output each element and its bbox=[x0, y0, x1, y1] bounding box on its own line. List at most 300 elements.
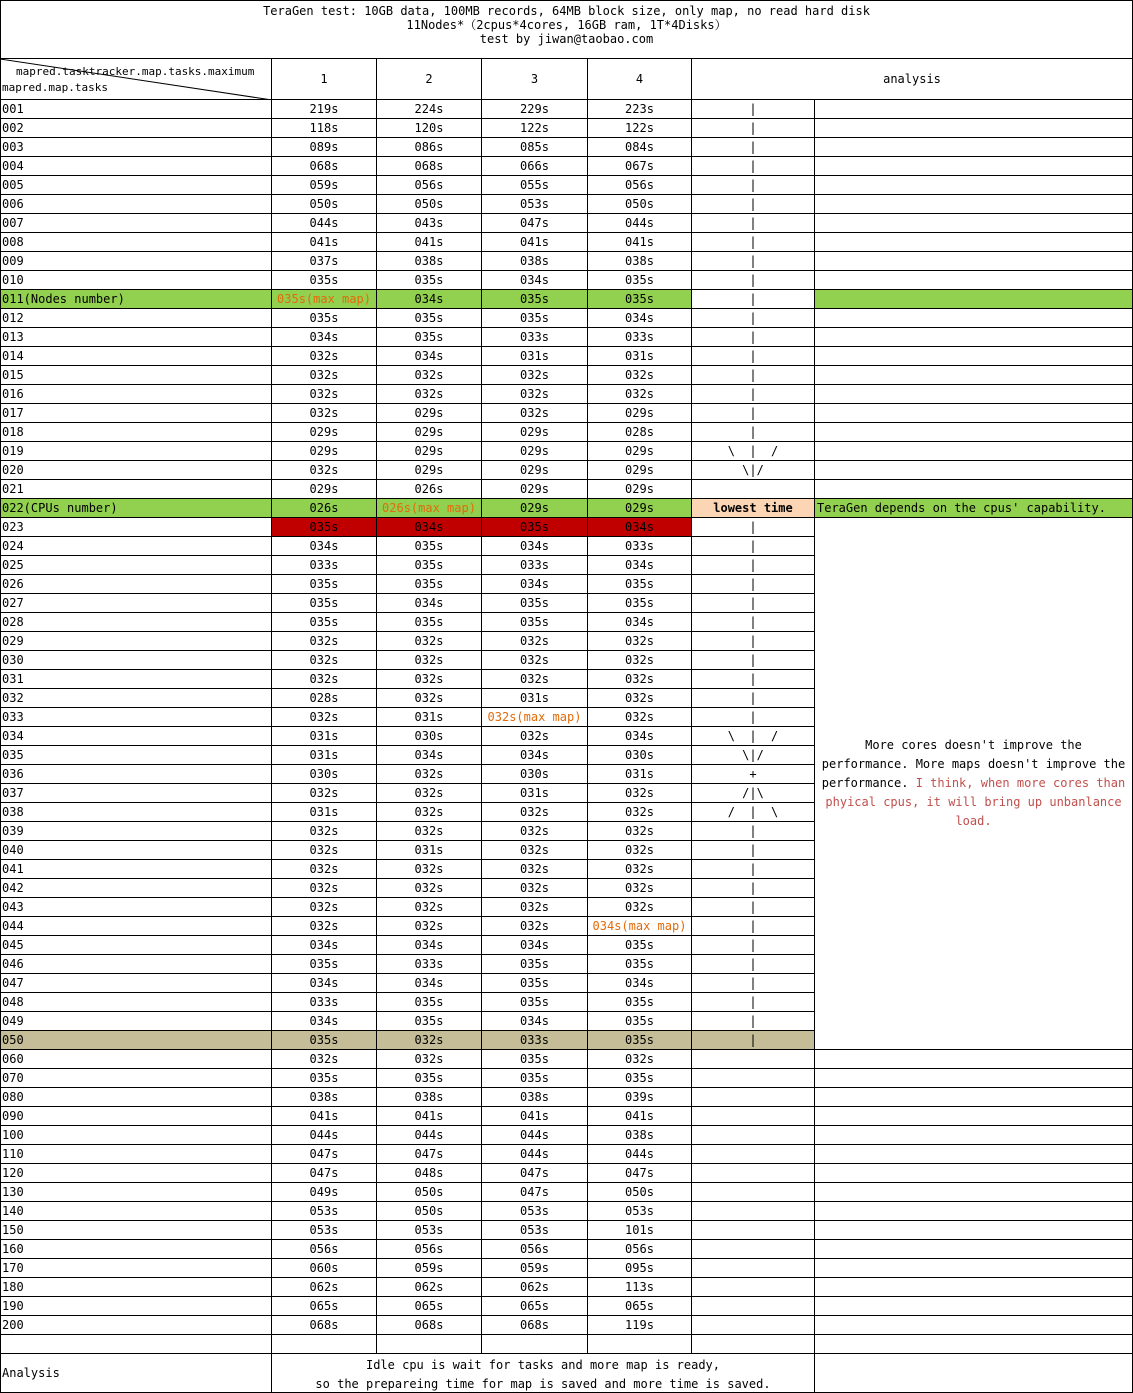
value-cell[interactable]: 044s bbox=[272, 214, 377, 233]
value-cell[interactable]: 035s bbox=[377, 613, 482, 632]
value-cell[interactable]: 032s bbox=[377, 366, 482, 385]
value-cell[interactable]: 034s bbox=[272, 537, 377, 556]
value-cell[interactable]: 032s bbox=[482, 841, 588, 860]
value-cell[interactable]: 035s bbox=[377, 271, 482, 290]
value-cell[interactable]: 047s bbox=[272, 1164, 377, 1183]
value-cell[interactable]: 065s bbox=[377, 1297, 482, 1316]
row-label[interactable]: 049 bbox=[0, 1012, 272, 1031]
value-cell[interactable]: 032s bbox=[377, 784, 482, 803]
value-cell[interactable]: 050s bbox=[377, 1183, 482, 1202]
value-cell[interactable]: 034s bbox=[588, 727, 692, 746]
notes-cell[interactable] bbox=[815, 366, 1133, 385]
value-cell[interactable]: 120s bbox=[377, 119, 482, 138]
value-cell[interactable]: 068s bbox=[272, 1316, 377, 1335]
value-cell[interactable]: 034s(max map) bbox=[588, 917, 692, 936]
value-cell[interactable]: 034s bbox=[377, 347, 482, 366]
value-cell[interactable]: 031s bbox=[482, 689, 588, 708]
row-label[interactable]: 015 bbox=[0, 366, 272, 385]
value-cell[interactable]: 030s bbox=[272, 765, 377, 784]
value-cell[interactable]: 035s bbox=[482, 309, 588, 328]
value-cell[interactable]: 034s bbox=[482, 537, 588, 556]
value-cell[interactable]: 035s bbox=[377, 328, 482, 347]
row-label[interactable]: 200 bbox=[0, 1316, 272, 1335]
value-cell[interactable]: 065s bbox=[482, 1297, 588, 1316]
trend-cell[interactable] bbox=[692, 1164, 815, 1183]
row-label[interactable]: 024 bbox=[0, 537, 272, 556]
value-cell[interactable]: 044s bbox=[272, 1126, 377, 1145]
analysis-header[interactable]: analysis bbox=[692, 59, 1133, 100]
value-cell[interactable]: 032s bbox=[272, 404, 377, 423]
row-label[interactable]: 048 bbox=[0, 993, 272, 1012]
notes-cell[interactable] bbox=[815, 252, 1133, 271]
row-label[interactable]: 029 bbox=[0, 632, 272, 651]
value-cell[interactable] bbox=[588, 1335, 692, 1354]
value-cell[interactable]: 035s bbox=[377, 537, 482, 556]
row-label[interactable]: 032 bbox=[0, 689, 272, 708]
value-cell[interactable]: 035s bbox=[482, 594, 588, 613]
row-label[interactable]: 035 bbox=[0, 746, 272, 765]
value-cell[interactable]: 032s bbox=[377, 1050, 482, 1069]
value-cell[interactable]: 032s bbox=[272, 632, 377, 651]
row-label[interactable]: 018 bbox=[0, 423, 272, 442]
notes-cell[interactable] bbox=[815, 442, 1133, 461]
notes-cell[interactable] bbox=[815, 100, 1133, 119]
value-cell[interactable]: 034s bbox=[272, 936, 377, 955]
value-cell[interactable]: 034s bbox=[588, 518, 692, 537]
row-label[interactable]: 040 bbox=[0, 841, 272, 860]
notes-cell[interactable] bbox=[815, 328, 1133, 347]
value-cell[interactable]: 035s bbox=[588, 1069, 692, 1088]
value-cell[interactable]: 041s bbox=[272, 233, 377, 252]
value-cell[interactable]: 055s bbox=[482, 176, 588, 195]
trend-cell[interactable]: / | \ bbox=[692, 803, 815, 822]
value-cell[interactable]: 031s bbox=[377, 708, 482, 727]
trend-cell[interactable] bbox=[692, 1126, 815, 1145]
value-cell[interactable]: 035s bbox=[482, 993, 588, 1012]
trend-cell[interactable]: lowest time bbox=[692, 499, 815, 518]
value-cell[interactable]: 030s bbox=[588, 746, 692, 765]
value-cell[interactable]: 050s bbox=[588, 1183, 692, 1202]
row-label[interactable]: 038 bbox=[0, 803, 272, 822]
trend-cell[interactable] bbox=[692, 1240, 815, 1259]
row-label[interactable]: 023 bbox=[0, 518, 272, 537]
value-cell[interactable]: 028s bbox=[588, 423, 692, 442]
trend-cell[interactable]: | bbox=[692, 879, 815, 898]
value-cell[interactable]: 056s bbox=[377, 176, 482, 195]
trend-cell[interactable]: | bbox=[692, 974, 815, 993]
value-cell[interactable]: 031s bbox=[377, 841, 482, 860]
value-cell[interactable]: 041s bbox=[482, 1107, 588, 1126]
trend-cell[interactable]: \|/ bbox=[692, 746, 815, 765]
value-cell[interactable]: 034s bbox=[377, 290, 482, 309]
value-cell[interactable]: 050s bbox=[588, 195, 692, 214]
value-cell[interactable]: 038s bbox=[588, 252, 692, 271]
value-cell[interactable]: 029s bbox=[377, 461, 482, 480]
trend-cell[interactable] bbox=[692, 1183, 815, 1202]
value-cell[interactable]: 032s bbox=[272, 822, 377, 841]
value-cell[interactable]: 032s bbox=[482, 404, 588, 423]
value-cell[interactable]: 026s bbox=[377, 480, 482, 499]
value-cell[interactable]: 030s bbox=[377, 727, 482, 746]
notes-cell[interactable] bbox=[815, 157, 1133, 176]
trend-cell[interactable]: | bbox=[692, 670, 815, 689]
value-cell[interactable]: 118s bbox=[272, 119, 377, 138]
value-cell[interactable]: 029s bbox=[377, 404, 482, 423]
row-label[interactable]: 060 bbox=[0, 1050, 272, 1069]
value-cell[interactable]: 056s bbox=[588, 1240, 692, 1259]
value-cell[interactable]: 031s bbox=[272, 727, 377, 746]
value-cell[interactable]: 032s bbox=[588, 651, 692, 670]
row-label[interactable]: 190 bbox=[0, 1297, 272, 1316]
value-cell[interactable]: 044s bbox=[588, 214, 692, 233]
value-cell[interactable]: 050s bbox=[272, 195, 377, 214]
row-label[interactable]: 012 bbox=[0, 309, 272, 328]
value-cell[interactable]: 038s bbox=[482, 252, 588, 271]
notes-cell[interactable] bbox=[815, 1183, 1133, 1202]
value-cell[interactable]: 053s bbox=[377, 1221, 482, 1240]
value-cell[interactable]: 053s bbox=[482, 195, 588, 214]
row-label[interactable]: 003 bbox=[0, 138, 272, 157]
row-label[interactable]: 034 bbox=[0, 727, 272, 746]
value-cell[interactable]: 119s bbox=[588, 1316, 692, 1335]
row-label[interactable]: 070 bbox=[0, 1069, 272, 1088]
value-cell[interactable]: 029s bbox=[588, 461, 692, 480]
value-cell[interactable]: 035s bbox=[588, 936, 692, 955]
row-label[interactable]: 046 bbox=[0, 955, 272, 974]
value-cell[interactable]: 029s bbox=[482, 461, 588, 480]
value-cell[interactable]: 035s bbox=[588, 1031, 692, 1050]
value-cell[interactable]: 056s bbox=[272, 1240, 377, 1259]
value-cell[interactable]: 053s bbox=[588, 1202, 692, 1221]
value-cell[interactable]: 035s(max map) bbox=[272, 290, 377, 309]
value-cell[interactable]: 089s bbox=[272, 138, 377, 157]
row-label[interactable]: 140 bbox=[0, 1202, 272, 1221]
value-cell[interactable]: 068s bbox=[272, 157, 377, 176]
notes-cell[interactable] bbox=[815, 233, 1133, 252]
value-cell[interactable]: 035s bbox=[482, 613, 588, 632]
notes-cell[interactable] bbox=[815, 1278, 1133, 1297]
trend-cell[interactable]: | bbox=[692, 594, 815, 613]
trend-cell[interactable]: | bbox=[692, 613, 815, 632]
value-cell[interactable]: 041s bbox=[377, 233, 482, 252]
value-cell[interactable]: 047s bbox=[482, 1164, 588, 1183]
value-cell[interactable]: 029s bbox=[588, 404, 692, 423]
value-cell[interactable]: 047s bbox=[377, 1145, 482, 1164]
value-cell[interactable]: 031s bbox=[272, 746, 377, 765]
value-cell[interactable]: 031s bbox=[588, 765, 692, 784]
row-label[interactable]: 010 bbox=[0, 271, 272, 290]
value-cell[interactable]: 032s bbox=[482, 670, 588, 689]
value-cell[interactable]: 034s bbox=[588, 309, 692, 328]
value-cell[interactable]: 038s bbox=[272, 1088, 377, 1107]
value-cell[interactable] bbox=[272, 1335, 377, 1354]
notes-cell[interactable] bbox=[815, 1240, 1133, 1259]
value-cell[interactable]: 035s bbox=[482, 974, 588, 993]
trend-cell[interactable]: | bbox=[692, 917, 815, 936]
row-label[interactable]: 033 bbox=[0, 708, 272, 727]
trend-cell[interactable] bbox=[692, 1335, 815, 1354]
row-label[interactable]: 090 bbox=[0, 1107, 272, 1126]
value-cell[interactable]: 032s bbox=[272, 917, 377, 936]
value-cell[interactable]: 029s bbox=[482, 480, 588, 499]
trend-cell[interactable] bbox=[692, 1145, 815, 1164]
row-label[interactable]: 160 bbox=[0, 1240, 272, 1259]
trend-cell[interactable]: | bbox=[692, 423, 815, 442]
value-cell[interactable]: 049s bbox=[272, 1183, 377, 1202]
trend-cell[interactable] bbox=[692, 1107, 815, 1126]
row-label[interactable]: 037 bbox=[0, 784, 272, 803]
value-cell[interactable]: 032s bbox=[377, 689, 482, 708]
value-cell[interactable]: 041s bbox=[377, 1107, 482, 1126]
value-cell[interactable]: 035s bbox=[588, 575, 692, 594]
row-label[interactable]: 014 bbox=[0, 347, 272, 366]
value-cell[interactable]: 032s bbox=[377, 385, 482, 404]
value-cell[interactable]: 032s bbox=[272, 860, 377, 879]
trend-cell[interactable]: /|\ bbox=[692, 784, 815, 803]
value-cell[interactable]: 050s bbox=[377, 195, 482, 214]
value-cell[interactable]: 035s bbox=[482, 290, 588, 309]
value-cell[interactable]: 031s bbox=[482, 347, 588, 366]
notes-cell[interactable] bbox=[815, 1221, 1133, 1240]
trend-cell[interactable]: | bbox=[692, 651, 815, 670]
value-cell[interactable]: 035s bbox=[482, 955, 588, 974]
value-cell[interactable]: 044s bbox=[482, 1126, 588, 1145]
trend-cell[interactable]: | bbox=[692, 214, 815, 233]
row-label[interactable]: 017 bbox=[0, 404, 272, 423]
value-cell[interactable]: 043s bbox=[377, 214, 482, 233]
value-cell[interactable]: 034s bbox=[377, 518, 482, 537]
value-cell[interactable]: 223s bbox=[588, 100, 692, 119]
value-cell[interactable]: 032s bbox=[482, 366, 588, 385]
value-cell[interactable]: 032s bbox=[588, 898, 692, 917]
value-cell[interactable]: 034s bbox=[482, 271, 588, 290]
value-cell[interactable]: 034s bbox=[272, 974, 377, 993]
value-cell[interactable]: 033s bbox=[272, 993, 377, 1012]
value-cell[interactable]: 038s bbox=[588, 1126, 692, 1145]
value-cell[interactable]: 031s bbox=[272, 803, 377, 822]
value-cell[interactable]: 033s bbox=[588, 537, 692, 556]
value-cell[interactable]: 029s bbox=[588, 499, 692, 518]
value-cell[interactable]: 032s bbox=[588, 841, 692, 860]
value-cell[interactable]: 034s bbox=[588, 974, 692, 993]
value-cell[interactable]: 032s bbox=[482, 385, 588, 404]
value-cell[interactable]: 053s bbox=[482, 1221, 588, 1240]
trend-cell[interactable] bbox=[692, 1221, 815, 1240]
notes-cell[interactable] bbox=[815, 1145, 1133, 1164]
value-cell[interactable]: 035s bbox=[272, 309, 377, 328]
value-cell[interactable]: 041s bbox=[588, 233, 692, 252]
value-cell[interactable]: 032s bbox=[588, 670, 692, 689]
value-cell[interactable]: 062s bbox=[272, 1278, 377, 1297]
value-cell[interactable]: 056s bbox=[588, 176, 692, 195]
notes-cell[interactable] bbox=[815, 176, 1133, 195]
value-cell[interactable]: 044s bbox=[482, 1145, 588, 1164]
row-label[interactable] bbox=[0, 1335, 272, 1354]
value-cell[interactable]: 044s bbox=[588, 1145, 692, 1164]
trend-cell[interactable]: | bbox=[692, 955, 815, 974]
row-label[interactable]: 026 bbox=[0, 575, 272, 594]
value-cell[interactable]: 031s bbox=[588, 347, 692, 366]
value-cell[interactable]: 035s bbox=[272, 955, 377, 974]
value-cell[interactable]: 032s bbox=[272, 1050, 377, 1069]
row-label[interactable]: 044 bbox=[0, 917, 272, 936]
notes-cell[interactable] bbox=[815, 1069, 1133, 1088]
value-cell[interactable]: 113s bbox=[588, 1278, 692, 1297]
row-label[interactable]: 100 bbox=[0, 1126, 272, 1145]
value-cell[interactable]: 035s bbox=[588, 993, 692, 1012]
value-cell[interactable]: 032s bbox=[377, 898, 482, 917]
trend-cell[interactable] bbox=[692, 1316, 815, 1335]
value-cell[interactable]: 034s bbox=[377, 594, 482, 613]
value-cell[interactable]: 035s bbox=[377, 575, 482, 594]
trend-cell[interactable]: | bbox=[692, 537, 815, 556]
value-cell[interactable]: 219s bbox=[272, 100, 377, 119]
value-cell[interactable]: 032s bbox=[377, 879, 482, 898]
row-label[interactable]: 006 bbox=[0, 195, 272, 214]
trend-cell[interactable]: | bbox=[692, 841, 815, 860]
value-cell[interactable]: 086s bbox=[377, 138, 482, 157]
trend-cell[interactable]: | bbox=[692, 328, 815, 347]
trend-cell[interactable]: | bbox=[692, 271, 815, 290]
value-cell[interactable]: 034s bbox=[482, 936, 588, 955]
trend-cell[interactable]: | bbox=[692, 309, 815, 328]
value-cell[interactable]: 056s bbox=[482, 1240, 588, 1259]
value-cell[interactable]: 032s bbox=[377, 860, 482, 879]
notes-cell[interactable] bbox=[815, 195, 1133, 214]
value-cell[interactable]: 034s bbox=[482, 746, 588, 765]
value-cell[interactable]: 037s bbox=[272, 252, 377, 271]
trend-cell[interactable] bbox=[692, 1088, 815, 1107]
value-cell[interactable]: 047s bbox=[482, 1183, 588, 1202]
col-header-3[interactable]: 3 bbox=[482, 59, 588, 100]
value-cell[interactable]: 084s bbox=[588, 138, 692, 157]
value-cell[interactable] bbox=[482, 1335, 588, 1354]
trend-cell[interactable] bbox=[692, 1069, 815, 1088]
value-cell[interactable]: 032s bbox=[588, 689, 692, 708]
value-cell[interactable]: 032s bbox=[482, 879, 588, 898]
row-label[interactable]: 001 bbox=[0, 100, 272, 119]
value-cell[interactable]: 065s bbox=[272, 1297, 377, 1316]
row-label[interactable]: 120 bbox=[0, 1164, 272, 1183]
value-cell[interactable]: 032s bbox=[272, 385, 377, 404]
notes-cell[interactable] bbox=[815, 290, 1133, 309]
trend-cell[interactable]: | bbox=[692, 157, 815, 176]
value-cell[interactable]: 053s bbox=[272, 1202, 377, 1221]
row-label[interactable]: 020 bbox=[0, 461, 272, 480]
col-header-2[interactable]: 2 bbox=[377, 59, 482, 100]
value-cell[interactable]: 026s(max map) bbox=[377, 499, 482, 518]
row-label[interactable]: 110 bbox=[0, 1145, 272, 1164]
value-cell[interactable]: 029s bbox=[272, 480, 377, 499]
notes-cell[interactable] bbox=[815, 1259, 1133, 1278]
notes-cell[interactable] bbox=[815, 347, 1133, 366]
value-cell[interactable]: 029s bbox=[588, 442, 692, 461]
trend-cell[interactable]: | bbox=[692, 100, 815, 119]
value-cell[interactable]: 035s bbox=[272, 518, 377, 537]
row-label[interactable]: 130 bbox=[0, 1183, 272, 1202]
value-cell[interactable]: 032s bbox=[272, 347, 377, 366]
trend-cell[interactable]: | bbox=[692, 860, 815, 879]
value-cell[interactable]: 041s bbox=[272, 1107, 377, 1126]
value-cell[interactable]: 034s bbox=[482, 1012, 588, 1031]
value-cell[interactable]: 035s bbox=[377, 556, 482, 575]
value-cell[interactable]: 056s bbox=[377, 1240, 482, 1259]
value-cell[interactable]: 035s bbox=[272, 575, 377, 594]
value-cell[interactable]: 032s(max map) bbox=[482, 708, 588, 727]
value-cell[interactable]: 035s bbox=[588, 594, 692, 613]
value-cell[interactable]: 032s bbox=[272, 879, 377, 898]
row-label[interactable]: 050 bbox=[0, 1031, 272, 1050]
value-cell[interactable]: 038s bbox=[377, 1088, 482, 1107]
value-cell[interactable]: 066s bbox=[482, 157, 588, 176]
trend-cell[interactable] bbox=[692, 1259, 815, 1278]
value-cell[interactable]: 047s bbox=[482, 214, 588, 233]
trend-cell[interactable]: | bbox=[692, 936, 815, 955]
value-cell[interactable]: 032s bbox=[377, 917, 482, 936]
row-label[interactable]: 028 bbox=[0, 613, 272, 632]
value-cell[interactable]: 034s bbox=[377, 974, 482, 993]
value-cell[interactable]: 048s bbox=[377, 1164, 482, 1183]
trend-cell[interactable]: | bbox=[692, 347, 815, 366]
trend-cell[interactable]: | bbox=[692, 233, 815, 252]
row-label[interactable]: 080 bbox=[0, 1088, 272, 1107]
value-cell[interactable]: 085s bbox=[482, 138, 588, 157]
value-cell[interactable]: 035s bbox=[272, 594, 377, 613]
value-cell[interactable]: 101s bbox=[588, 1221, 692, 1240]
row-label[interactable]: 002 bbox=[0, 119, 272, 138]
row-label[interactable]: 170 bbox=[0, 1259, 272, 1278]
value-cell[interactable]: 224s bbox=[377, 100, 482, 119]
row-label[interactable]: 043 bbox=[0, 898, 272, 917]
row-label[interactable]: 025 bbox=[0, 556, 272, 575]
value-cell[interactable]: 035s bbox=[377, 993, 482, 1012]
value-cell[interactable]: 035s bbox=[377, 1012, 482, 1031]
value-cell[interactable]: 039s bbox=[588, 1088, 692, 1107]
notes-cell[interactable] bbox=[815, 480, 1133, 499]
value-cell[interactable]: 033s bbox=[272, 556, 377, 575]
value-cell[interactable]: 032s bbox=[272, 708, 377, 727]
row-label[interactable]: 150 bbox=[0, 1221, 272, 1240]
notes-cell[interactable] bbox=[815, 385, 1133, 404]
notes-cell[interactable] bbox=[815, 1088, 1133, 1107]
value-cell[interactable]: 038s bbox=[482, 1088, 588, 1107]
value-cell[interactable]: 032s bbox=[588, 366, 692, 385]
value-cell[interactable]: 035s bbox=[588, 1012, 692, 1031]
row-label[interactable]: 009 bbox=[0, 252, 272, 271]
trend-cell[interactable] bbox=[692, 1050, 815, 1069]
footer-analysis[interactable] bbox=[272, 1354, 815, 1393]
value-cell[interactable]: 053s bbox=[272, 1221, 377, 1240]
value-cell[interactable]: 068s bbox=[482, 1316, 588, 1335]
row-label[interactable]: 021 bbox=[0, 480, 272, 499]
notes-cell[interactable] bbox=[815, 214, 1133, 233]
col-header-1[interactable]: 1 bbox=[272, 59, 377, 100]
value-cell[interactable]: 032s bbox=[588, 860, 692, 879]
row-label[interactable]: 042 bbox=[0, 879, 272, 898]
value-cell[interactable]: 032s bbox=[588, 1050, 692, 1069]
value-cell[interactable]: 030s bbox=[482, 765, 588, 784]
value-cell[interactable]: 041s bbox=[482, 233, 588, 252]
value-cell[interactable]: 034s bbox=[272, 1012, 377, 1031]
value-cell[interactable]: 032s bbox=[377, 632, 482, 651]
value-cell[interactable] bbox=[377, 1335, 482, 1354]
value-cell[interactable]: 032s bbox=[377, 670, 482, 689]
value-cell[interactable]: 038s bbox=[377, 252, 482, 271]
value-cell[interactable]: 035s bbox=[272, 271, 377, 290]
row-label[interactable]: 047 bbox=[0, 974, 272, 993]
value-cell[interactable]: 065s bbox=[588, 1297, 692, 1316]
value-cell[interactable]: 059s bbox=[272, 176, 377, 195]
